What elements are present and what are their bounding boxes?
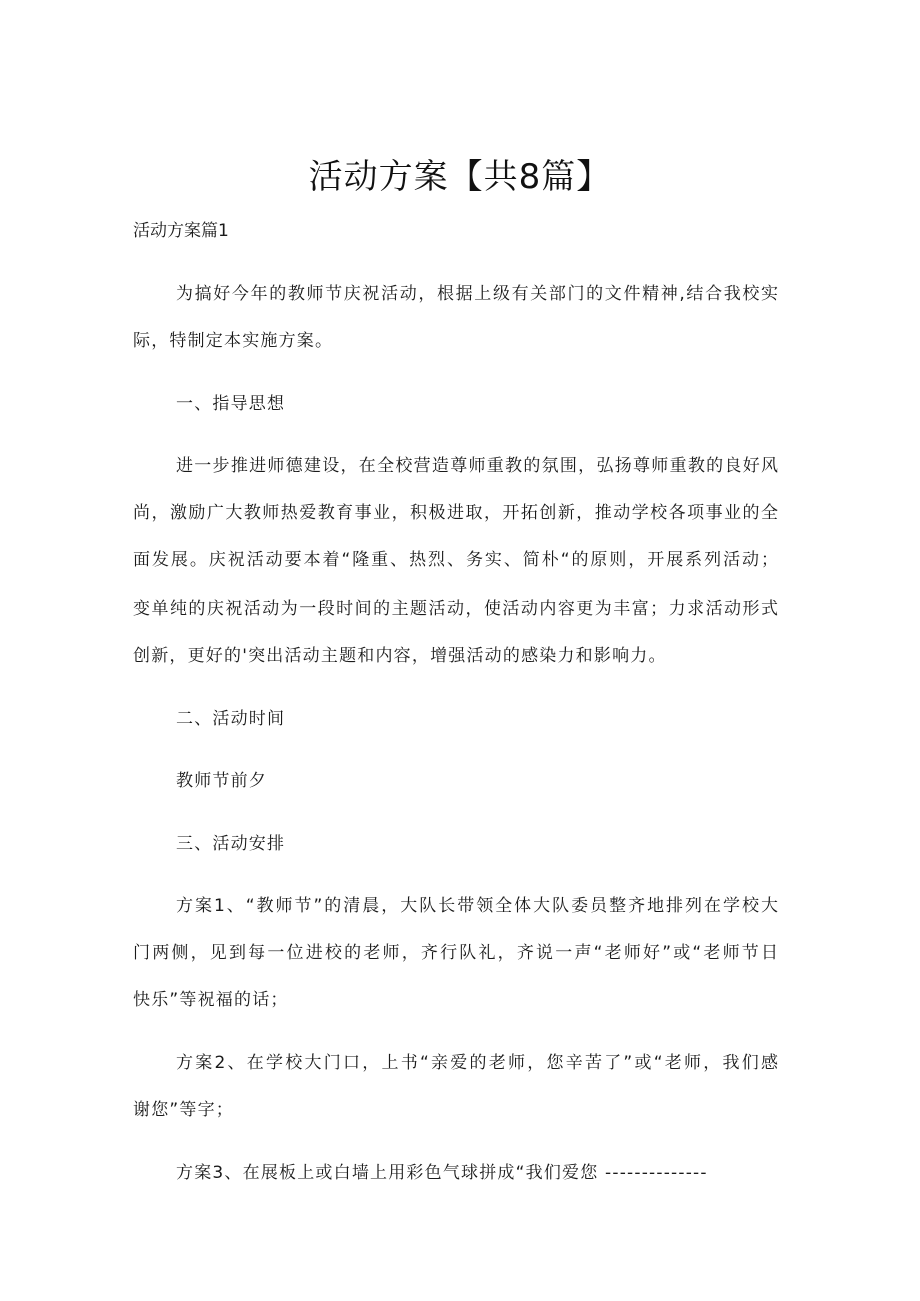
intro-line-2: 际，特制定本实施方案。 bbox=[133, 331, 334, 351]
plan2-line-1: 方案2、在学校大门口，上书“亲爱的老师，您辛苦了”或“老师，我们感 bbox=[176, 1053, 778, 1073]
plan2-line-2: 谢您”等字； bbox=[133, 1100, 235, 1120]
guiding-line-2: 尚，激励广大教师热爱教育事业，积极进取，开拓创新，推动学校各项事业的全 bbox=[133, 503, 778, 523]
guiding-line-5: 创新，更好的'突出活动主题和内容，增强活动的感染力和影响力。 bbox=[133, 646, 667, 666]
heading-activity-time: 二、活动时间 bbox=[176, 709, 286, 729]
guiding-line-1: 进一步推进师德建设，在全校营造尊师重教的氛围，弘扬尊师重教的良好风 bbox=[176, 456, 778, 476]
activity-time-value: 教师节前夕 bbox=[176, 771, 267, 791]
section-title: 活动方案篇1 bbox=[133, 221, 229, 241]
intro-line-1: 为搞好今年的教师节庆祝活动，根据上级有关部门的文件精神,结合我校实 bbox=[176, 284, 778, 304]
guiding-line-4: 变单纯的庆祝活动为一段时间的主题活动，使活动内容更为丰富；力求活动形式 bbox=[133, 599, 778, 619]
plan3-line-1: 方案3、在展板上或白墙上用彩色气球拼成“我们爱您 -------------- bbox=[176, 1163, 708, 1183]
plan1-line-3: 快乐”等祝福的话； bbox=[133, 990, 289, 1010]
heading-activity-arrangement: 三、活动安排 bbox=[176, 834, 286, 854]
document-title: 活动方案【共8篇】 bbox=[308, 157, 612, 197]
guiding-line-3: 面发展。庆祝活动要本着“隆重、热烈、务实、简朴“的原则，开展系列活动； bbox=[133, 550, 778, 570]
heading-guiding-ideology: 一、指导思想 bbox=[176, 394, 286, 414]
plan1-line-1: 方案1、“教师节”的清晨，大队长带领全体大队委员整齐地排列在学校大 bbox=[176, 896, 778, 916]
plan1-line-2: 门两侧，见到每一位进校的老师，齐行队礼，齐说一声“老师好”或“老师节日 bbox=[133, 943, 778, 963]
